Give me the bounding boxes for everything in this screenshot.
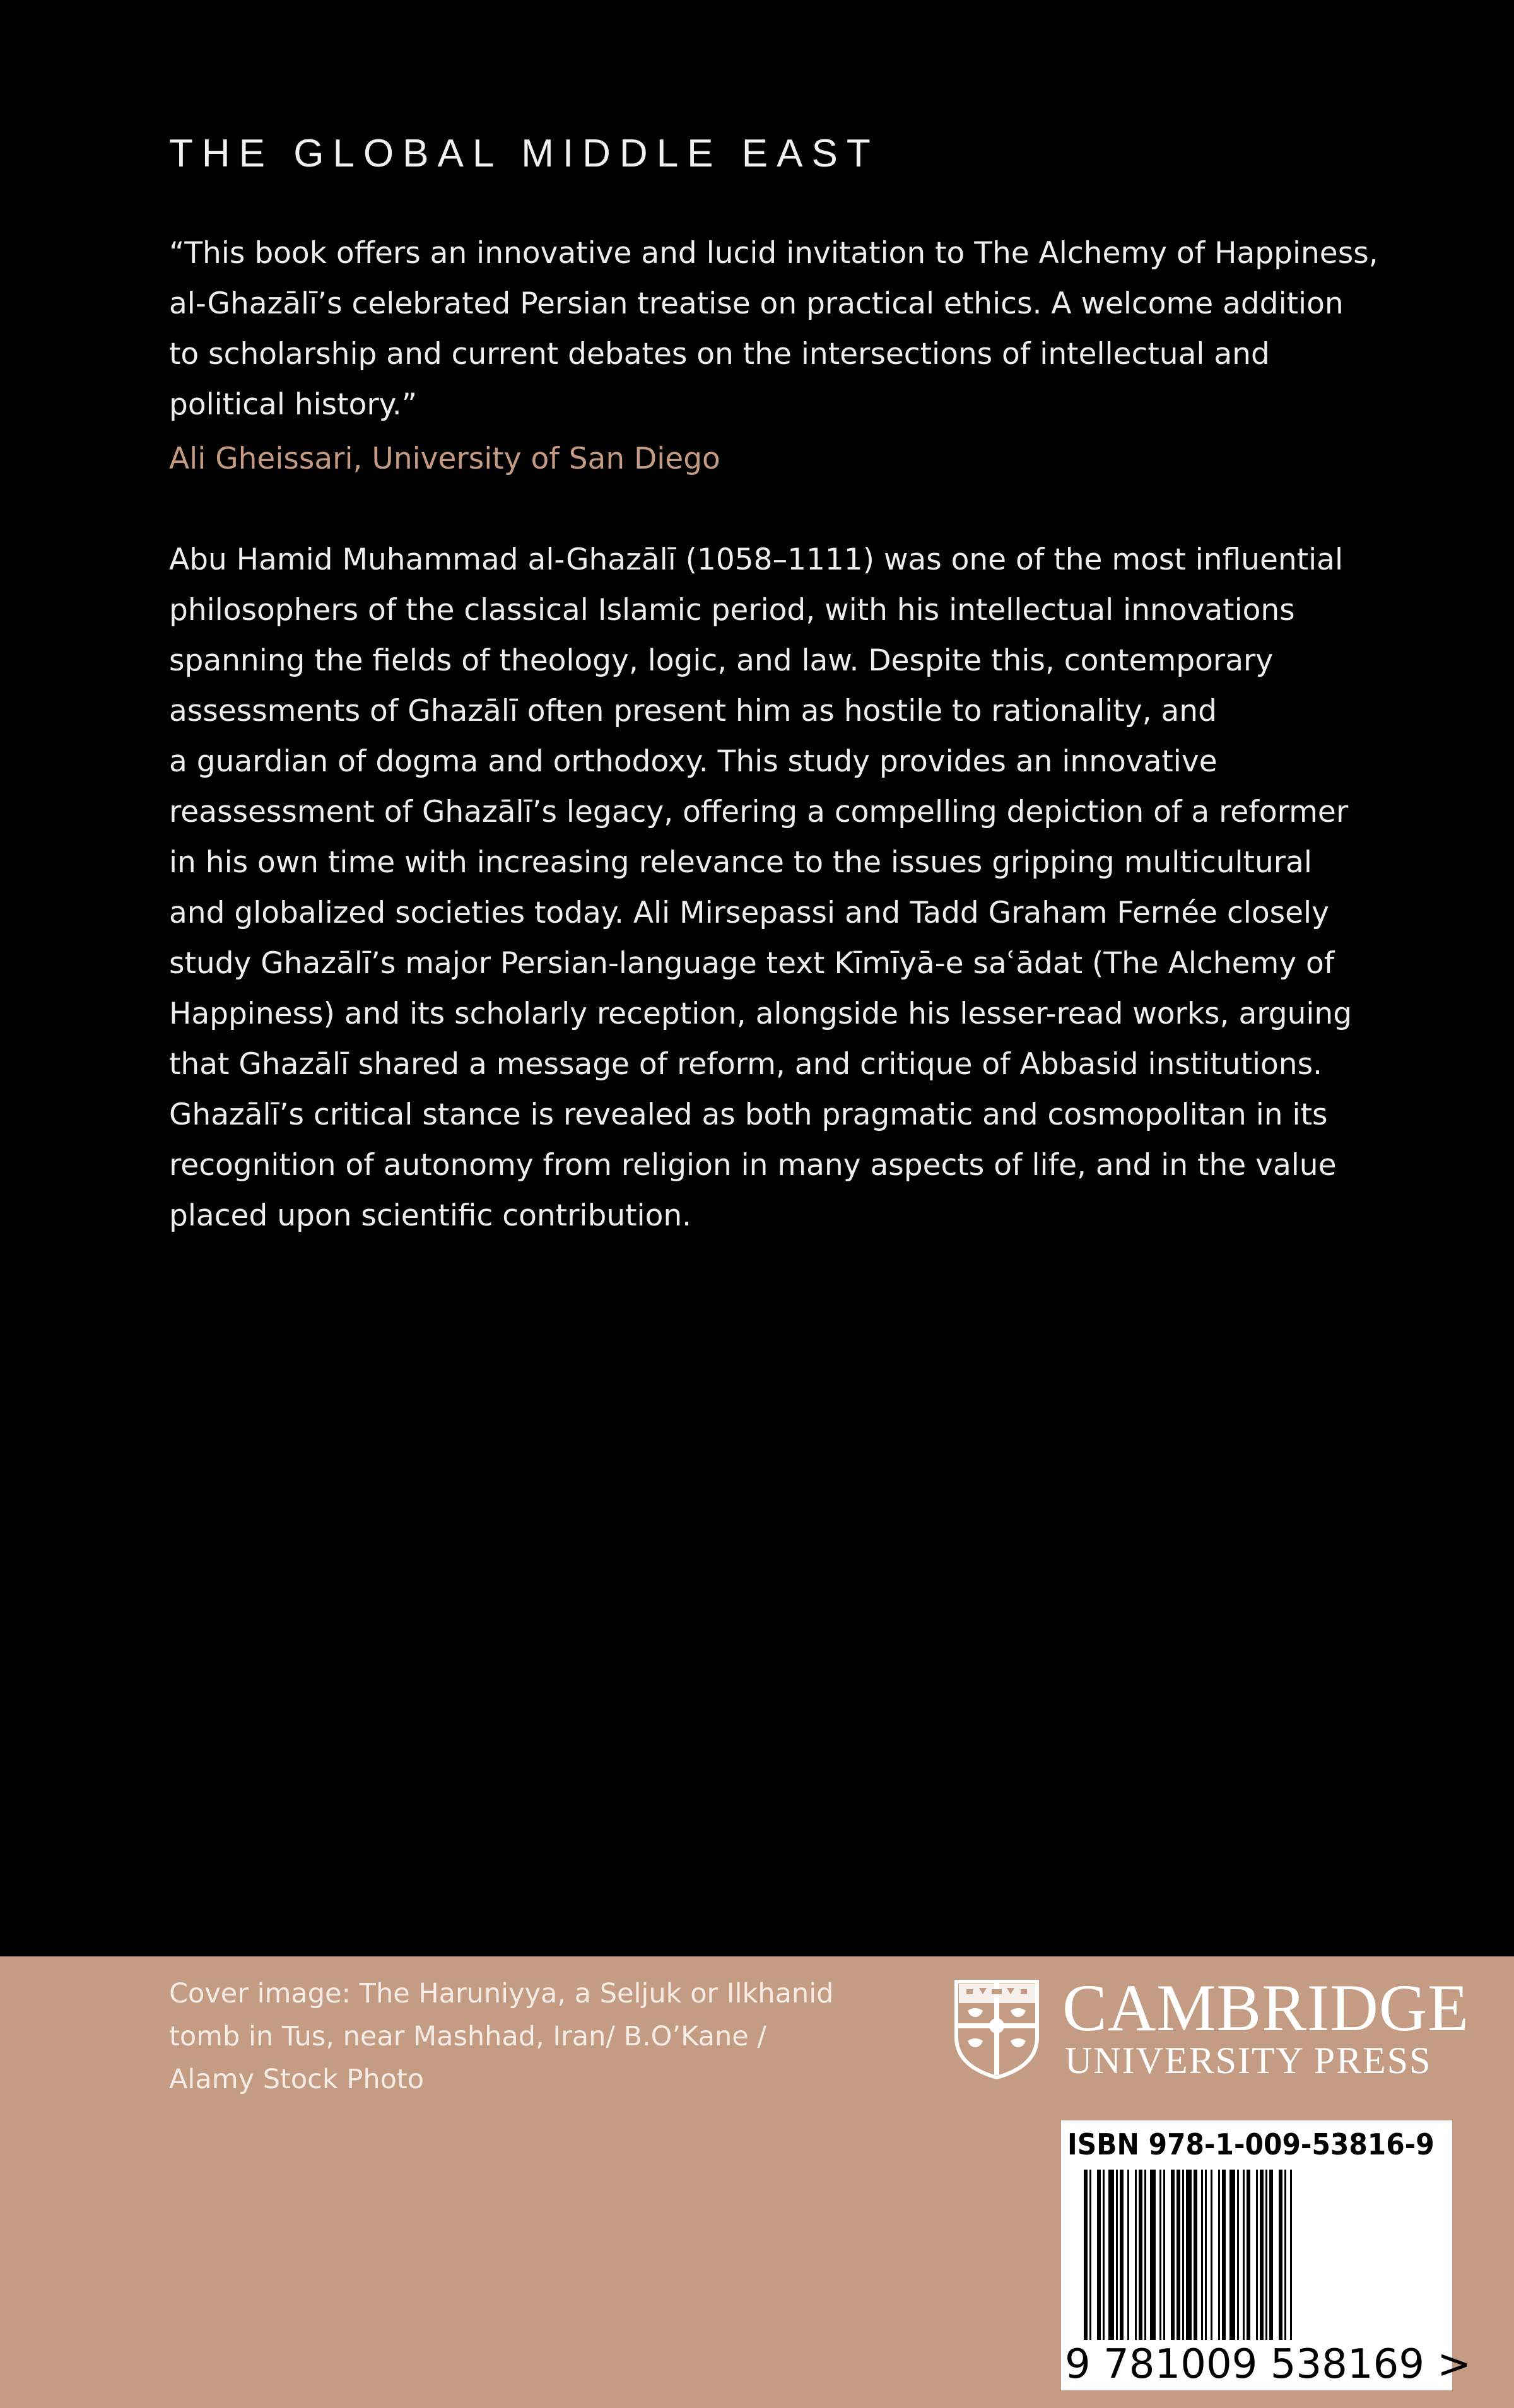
barcode-bar — [1243, 2170, 1245, 2340]
barcode-bar — [1211, 2170, 1212, 2340]
description-line: Happiness) and its scholarly reception, alongside his lesser-read works, arguing — [169, 997, 1353, 1031]
barcode-bar — [1279, 2170, 1282, 2340]
credit-line: tomb in Tus, near Mashhad, Iran/ B.O’Kane / — [169, 2021, 766, 2052]
barcode-bar — [1237, 2170, 1239, 2340]
cambridge-crest-icon — [954, 1979, 1040, 2080]
barcode-bar — [1120, 2170, 1124, 2340]
barcode-bar — [1284, 2170, 1286, 2340]
credit-line: Alamy Stock Photo — [169, 2064, 425, 2095]
barcode-bar — [1201, 2170, 1203, 2340]
barcode-bar — [1150, 2170, 1156, 2340]
barcode-bar — [1265, 2170, 1267, 2340]
credit-line: Cover image: The Haruniyya, a Seljuk or Ilkhanid — [169, 1978, 834, 2009]
barcode-bar — [1218, 2170, 1220, 2340]
description-line: assessments of Ghazālī often present him as hostile to rationality, and — [169, 694, 1217, 728]
cover-image-credit — [169, 1972, 863, 2101]
barcode-bar — [1290, 2170, 1292, 2340]
endorsement-quote — [169, 228, 1443, 430]
description-line: spanning the fields of theology, logic, and law. Despite this, contemporary — [169, 643, 1274, 678]
barcode-bar — [1163, 2170, 1165, 2340]
barcode-bar — [1205, 2170, 1207, 2340]
barcode-bar — [1186, 2170, 1192, 2340]
description-line: a guardian of dogma and orthodoxy. This study provides an innovative — [169, 744, 1218, 779]
barcode-bar — [1269, 2170, 1273, 2340]
description-line: that Ghazālī shared a message of reform, and critique of Abbasid institutions. — [169, 1047, 1323, 1082]
description-line: recognition of autonomy from religion in many aspects of life, and in the value — [169, 1148, 1337, 1183]
barcode-bar — [1108, 2170, 1114, 2340]
quote-line: “This book offers an innovative and lucid invitation to The Alchemy of Happiness, — [169, 236, 1378, 271]
description-line: placed upon scientific contribution. — [169, 1198, 692, 1233]
barcode-bar — [1256, 2170, 1258, 2340]
barcode-bar — [1116, 2170, 1118, 2340]
ean-digits: 9 781009 538169 > — [1065, 2341, 1471, 2388]
publisher-name: CAMBRIDGE — [1062, 1971, 1470, 2045]
description-line: study Ghazālī’s major Persian-language text Kīmīyā-e saʿādat (The Alchemy of — [169, 946, 1335, 981]
endorsement-attribution: Ali Gheissari, University of San Diego — [169, 441, 720, 476]
series-title: THE GLOBAL MIDDLE EAST — [169, 132, 879, 175]
description-line: reassessment of Ghazālī’s legacy, offering a compelling depiction of a reformer — [169, 795, 1349, 829]
barcode-bar — [1127, 2170, 1129, 2340]
description-line: Ghazālī’s critical stance is revealed as both pragmatic and cosmopolitan in its — [169, 1097, 1328, 1132]
barcode-bar — [1260, 2170, 1264, 2340]
barcode-bar — [1182, 2170, 1184, 2340]
barcode-bar — [1135, 2170, 1137, 2340]
barcode-bar — [1159, 2170, 1161, 2340]
description-line: and globalized societies today. Ali Mirsepassi and Tadd Graham Fernée closely — [169, 896, 1329, 930]
barcode-bar — [1097, 2170, 1101, 2340]
barcode-bar — [1222, 2170, 1226, 2340]
quote-line: political history.” — [169, 387, 418, 422]
barcode-bar — [1177, 2170, 1180, 2340]
barcode-bar — [1103, 2170, 1105, 2340]
barcode-bar — [1229, 2170, 1235, 2340]
barcode-bar — [1139, 2170, 1142, 2340]
quote-line: al-Ghazālī’s celebrated Persian treatise on practical ethics. A welcome addition — [169, 286, 1344, 321]
barcode — [1084, 2170, 1443, 2340]
barcode-bar — [1144, 2170, 1146, 2340]
barcode-bar — [1171, 2170, 1175, 2340]
isbn-label: ISBN 978-1-009-53816-9 — [1067, 2127, 1435, 2161]
description-line: in his own time with increasing relevance to the issues gripping multicultural — [169, 845, 1312, 880]
quote-line: to scholarship and current debates on the intersections of intellectual and — [169, 337, 1270, 371]
description-line: philosophers of the classical Islamic period, with his intellectual innovations — [169, 593, 1295, 628]
barcode-bar — [1194, 2170, 1197, 2340]
barcode-bar — [1084, 2170, 1088, 2340]
book-description — [169, 535, 1456, 1241]
publisher-subname: UNIVERSITY PRESS — [1065, 2040, 1432, 2081]
barcode-bar — [1089, 2170, 1091, 2340]
barcode-bar — [1247, 2170, 1250, 2340]
description-line: Abu Hamid Muhammad al-Ghazālī (1058–1111) was one of the most influential — [169, 542, 1344, 577]
